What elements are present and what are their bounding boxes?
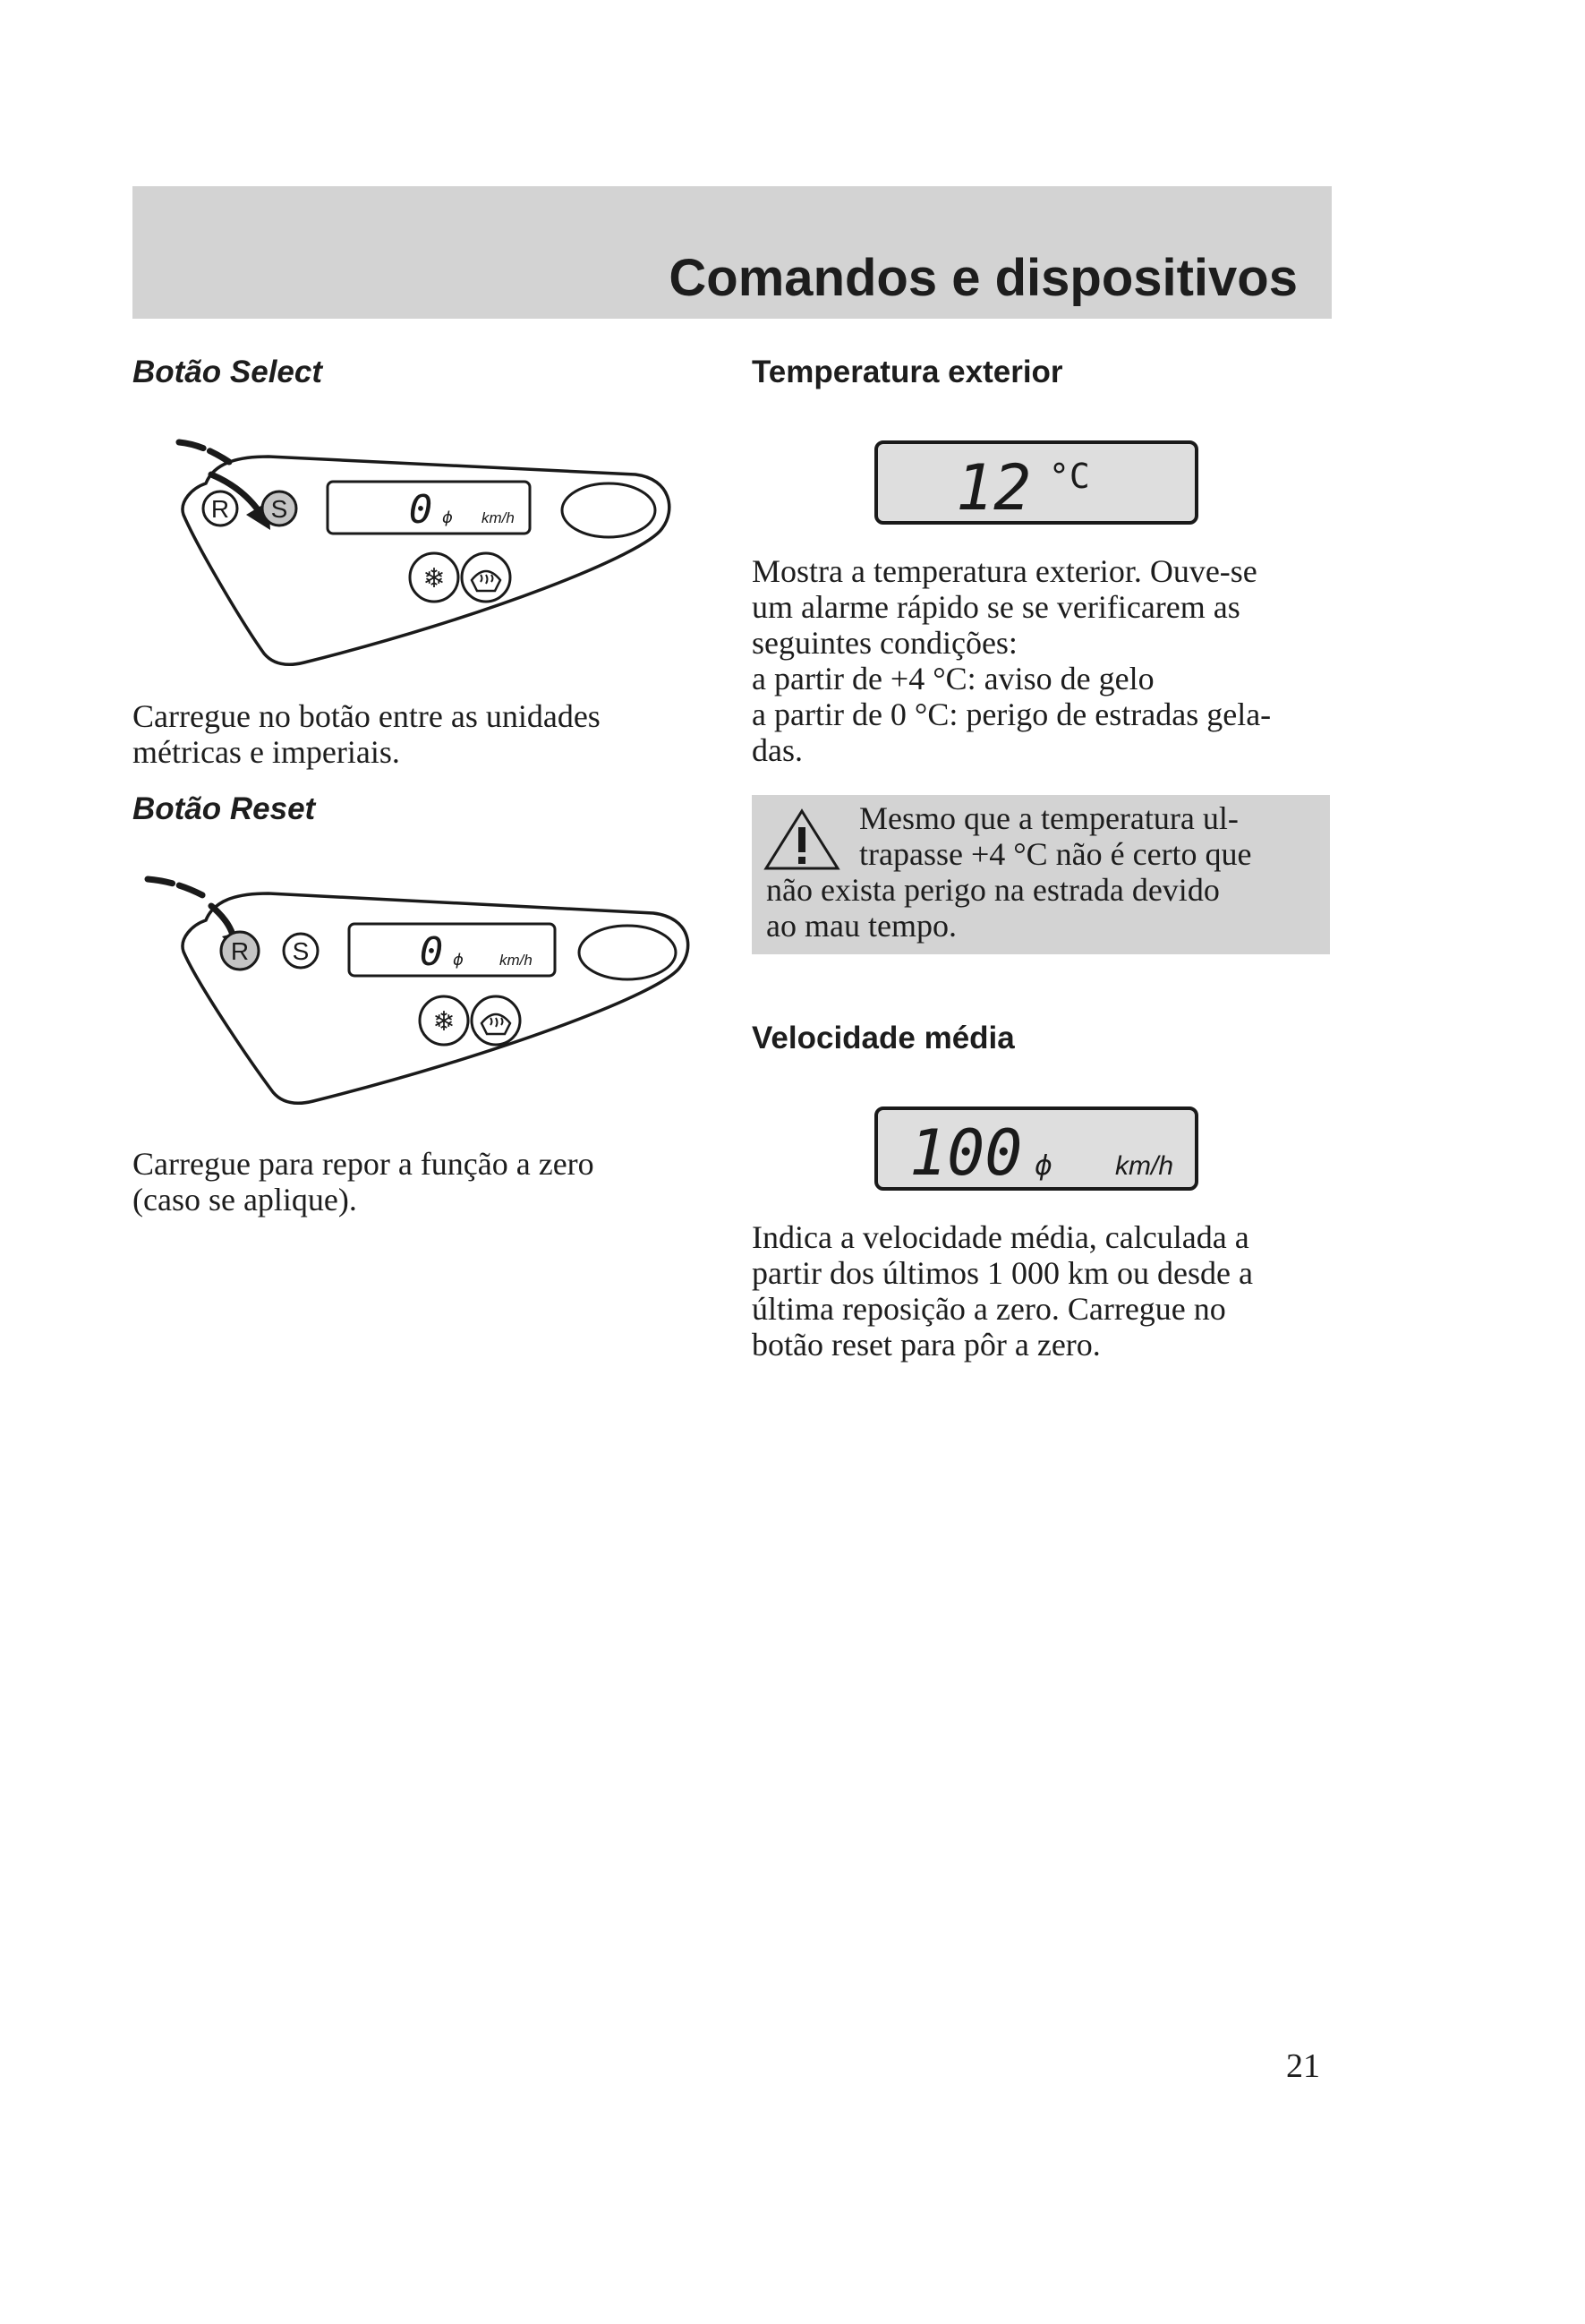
- warning-text: Mesmo que a temperatura ul- trapasse +4 °C não é certo que não exista perigo na estrada devido ao mau tempo.: [766, 800, 1252, 944]
- temperature-description: Mostra a temperatura exterior. Ouve-se um alarme rápido se se verificarem as seguintes condições: a partir de +4 °C: aviso de gelo a partir de 0 °C: perigo de estradas gela- das.: [752, 553, 1272, 768]
- select-button-label: S: [270, 495, 288, 523]
- speed-unit: km/h: [1115, 1151, 1174, 1181]
- windscreen-heater-icon: [472, 996, 520, 1045]
- pointer-arrow: [179, 442, 229, 462]
- lcd-unit: km/h: [499, 952, 533, 969]
- reset-heading: Botão Reset: [132, 791, 316, 826]
- select-description: Carregue no botão entre as unidades métricas e imperiais.: [132, 698, 601, 770]
- speed-display: [873, 1105, 1203, 1194]
- windscreen-heater-icon: [462, 553, 510, 602]
- pointer-arrow: [148, 879, 206, 897]
- speed-heading: Velocidade média: [752, 1021, 1015, 1055]
- temperature-display: [873, 439, 1203, 528]
- temperature-value: 12: [956, 451, 1032, 525]
- oval-button: [579, 926, 676, 979]
- lcd-unit: km/h: [481, 509, 515, 526]
- reset-button-label: R: [230, 937, 250, 965]
- lcd-symbol: ϕ: [442, 508, 453, 527]
- speed-value: 100: [909, 1116, 1023, 1190]
- temperature-unit: °C: [1049, 457, 1090, 496]
- select-button-label: S: [292, 937, 310, 965]
- page-number: 21: [1286, 2047, 1320, 2085]
- reset-button-label: R: [210, 495, 230, 523]
- page-title: Comandos e dispositivos: [669, 249, 1298, 307]
- svg-text:❄: ❄: [422, 563, 446, 594]
- lcd-value: 0: [408, 487, 433, 533]
- select-heading: Botão Select: [132, 355, 322, 389]
- reset-description: Carregue para repor a função a zero (caso se aplique).: [132, 1146, 594, 1218]
- temperature-heading: Temperatura exterior: [752, 355, 1063, 389]
- speed-symbol: ϕ: [1035, 1150, 1052, 1182]
- speed-description: Indica a velocidade média, calculada a partir dos últimos 1 000 km ou desde a última reposição a zero. Carregue no botão reset para pôr a zero.: [752, 1219, 1253, 1363]
- svg-text:❄: ❄: [432, 1006, 456, 1038]
- header-bar: [132, 186, 1332, 319]
- warning-box: [752, 795, 1330, 954]
- select-button-figure: [143, 430, 680, 680]
- lcd-symbol: ϕ: [453, 951, 464, 970]
- reset-button-figure: [143, 867, 698, 1117]
- lcd-value: 0: [419, 929, 444, 975]
- oval-button: [562, 483, 655, 537]
